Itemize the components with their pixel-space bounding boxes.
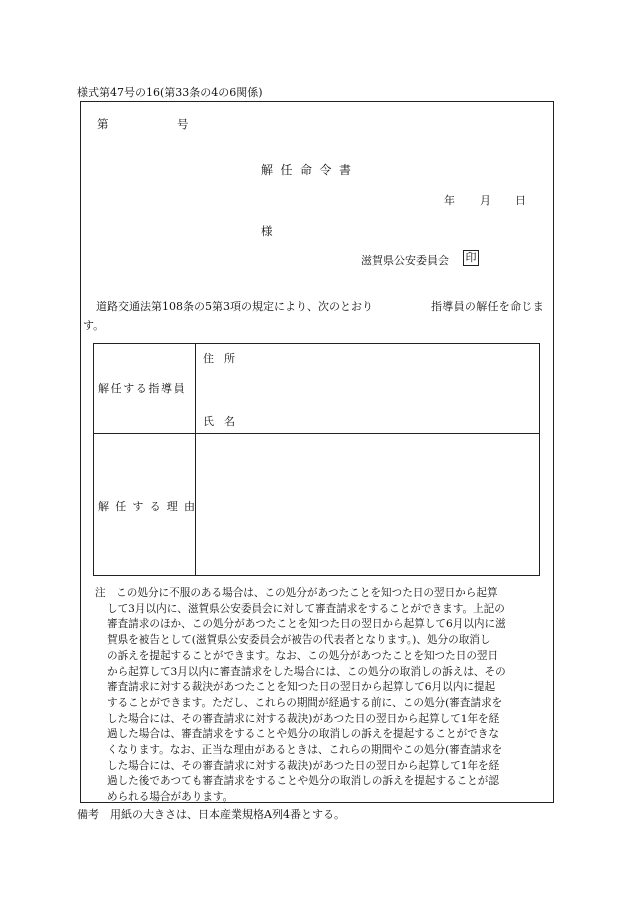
body-text-line1: 道路交通法第108条の5第3項の規定により、次のとおり (96, 300, 373, 313)
addressee-honorific: 様 (261, 224, 273, 238)
detail-table (93, 343, 540, 576)
document-number-suffix: 号 (177, 117, 189, 131)
seal-mark: 印 (463, 250, 479, 266)
paper-size-remark: 備考 用紙の大きさは、日本産業規格A列4番とする。 (77, 808, 345, 821)
dismissal-reason-label: 解任する理由 (98, 500, 202, 513)
note-line: から起算して3月以内に審査請求をした場合には、この処分の取消しの訴えは、その (107, 665, 506, 678)
note-line: 過した場合は、審査請求をすることや処分の取消しの訴えを提起することができな (107, 728, 499, 741)
note-line: 過した後であつても審査請求をすることや処分の取消しの訴えを提起することが認 (107, 775, 499, 788)
body-text-line2: す。 (83, 319, 105, 332)
note-line: められる場合があります。 (107, 791, 234, 804)
date-month-label: 月 (480, 194, 491, 207)
note-line: 賀県を被告として(滋賀県公安委員会が被告の代表者となります。)、処分の取消し (107, 634, 491, 647)
form-caption: 様式第47号の16(第33条の4の6関係) (77, 86, 263, 99)
address-label: 住所 (203, 352, 245, 365)
document-title: 解任命令書 (261, 163, 359, 177)
note-line: して3月以内に、滋賀県公安委員会に対して審査請求をすることができます。上記の (107, 602, 505, 615)
note-line: 注 この処分に不服のある場合は、この処分があつたことを知つた日の翌日から起算 (95, 587, 498, 599)
note-line: 審査請求に対する裁決があつたことを知つた日の翌日から起算して6月以内に提起 (107, 681, 496, 694)
note-line: の訴えを提起することができます。なお、この処分があつたことを知つた日の翌日 (107, 649, 499, 662)
note-line: くなります。なお、正当な理由があるときは、これらの期間やこの処分(審査請求を (107, 744, 503, 757)
note-line: した場合には、その審査請求に対する裁決)があつた日の翌日から起算して1年を経 (107, 759, 500, 772)
table-row-divider (94, 433, 539, 434)
note-line: 審査請求のほか、この処分があつたことを知つた日の翌日から起算して6月以内に滋 (107, 618, 506, 631)
note-line: することができます。ただし、これらの期間が経過する前に、この処分(審査請求を (107, 696, 503, 709)
document-number-label: 第 (97, 117, 109, 131)
appeal-notice (95, 586, 545, 806)
date-day-label: 日 (515, 194, 526, 207)
issuer-name: 滋賀県公安委員会 (361, 254, 449, 267)
body-text-line1-end: 指導員の解任を命じま (431, 300, 544, 313)
name-label: 氏名 (203, 415, 245, 428)
dismissed-instructor-label: 解任する指導員 (98, 382, 187, 395)
date-year-label: 年 (444, 194, 455, 207)
table-column-divider (195, 344, 196, 575)
note-line: した場合には、その審査請求に対する裁決)があつた日の翌日から起算して1年を経 (107, 712, 500, 725)
